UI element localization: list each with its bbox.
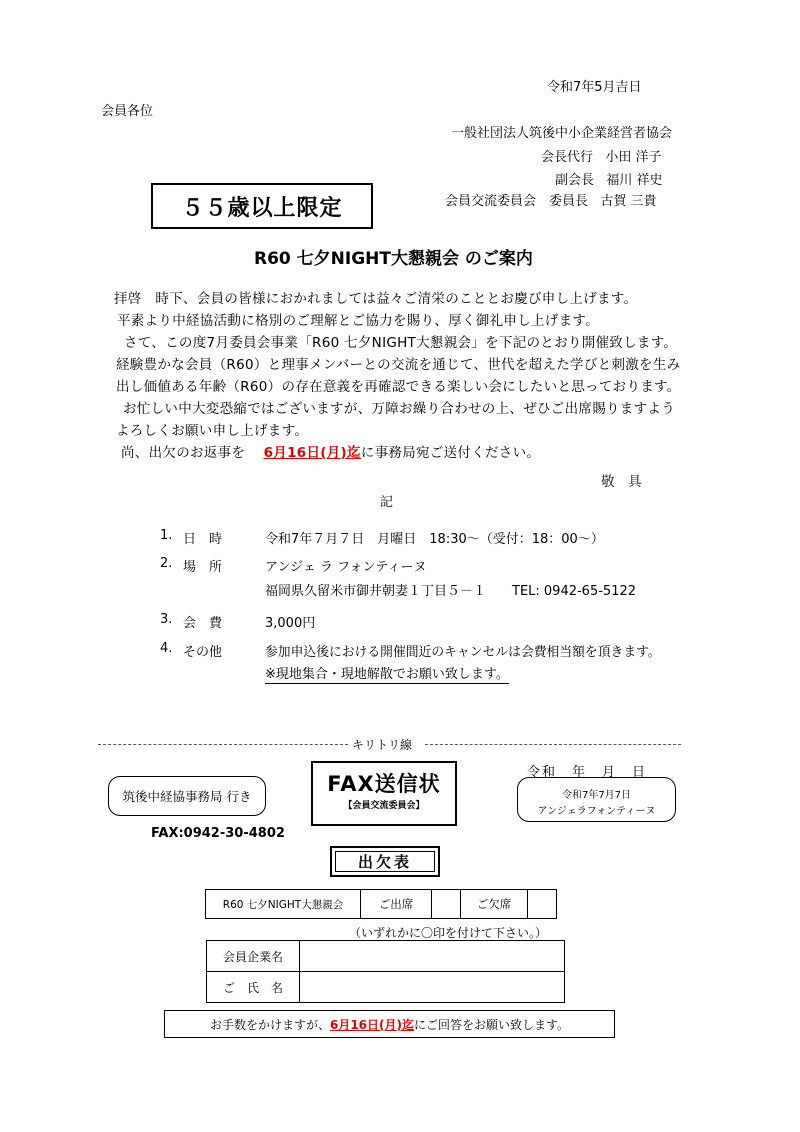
- absent-mark-cell[interactable]: [528, 890, 557, 919]
- item-4-label: その他: [183, 645, 223, 660]
- signer-role: 副会長: [555, 173, 595, 188]
- footer-notice-box: [164, 1010, 615, 1038]
- body-line-1: 拝啓 時下、会員の皆様におかれましては益々ご清栄のこととお慶び申し上げます。: [114, 291, 638, 307]
- fax-number: FAX:0942-30-4802: [151, 826, 285, 841]
- signer-2: [555, 169, 663, 188]
- document-title: R60 七夕NIGHT大懇親会 のご案内: [254, 249, 533, 269]
- footer-suffix: にご回答をお願い致します。: [414, 1017, 570, 1032]
- addressee: 会員各位: [101, 104, 154, 119]
- name-input-cell[interactable]: [300, 972, 565, 1003]
- age-limit-badge: ５５歳以上限定: [151, 183, 373, 229]
- reply-prefix: 尚、出欠のお返事を: [121, 445, 246, 461]
- item-4-number: 4.: [160, 641, 173, 656]
- item-2-label: 場 所: [183, 560, 223, 575]
- item-1-number: 1.: [160, 528, 173, 543]
- attend-label-cell: ご出席: [361, 890, 432, 919]
- body-line-4: 経験豊かな会員（R60）と理事メンバーとの交流を通じて、世代を超えた学びと刺激を生み: [116, 357, 681, 373]
- fax-title-box: [311, 761, 457, 826]
- signer-role: 会長代行: [541, 150, 594, 165]
- cutline-label: キリトリ線: [352, 738, 413, 752]
- closing-keigu: 敬 具: [601, 474, 642, 490]
- company-input-cell[interactable]: [300, 941, 565, 972]
- company-label-cell: 会員企業名: [207, 941, 300, 972]
- ki-heading: 記: [380, 495, 394, 510]
- attendance-title-box: [330, 846, 440, 877]
- letter-date: 令和7年5月吉日: [547, 80, 642, 95]
- body-line-5: 出し価値ある年齢（R60）の存在意義を再確認できる楽しい会にしたいと思っております。: [116, 379, 681, 395]
- item-4-value-1: 参加申込後における開催間近のキャンセルは会費相当額を頂きます。: [265, 645, 661, 660]
- fax-recipient-box: 筑後中経協事務局 行き: [108, 776, 266, 816]
- name-label-cell: ご 氏 名: [207, 972, 300, 1003]
- item-4-value-2: ※現地集合・現地解散でお願い致します。: [265, 663, 509, 684]
- body-line-7: よろしくお願い申し上げます。: [116, 423, 309, 439]
- attendance-table: [205, 889, 557, 919]
- signer-role: 会員交流委員会 委員長: [445, 194, 589, 209]
- signer-name: 小田 洋子: [605, 150, 662, 165]
- item-2-number: 2.: [160, 556, 173, 571]
- item-3-value: 3,000円: [265, 616, 316, 631]
- organization-name: 一般社団法人筑後中小企業経営者協会: [451, 126, 673, 141]
- absent-label-cell: ご欠席: [461, 890, 528, 919]
- signer-name: 福川 祥史: [606, 173, 663, 188]
- reply-deadline-line: [121, 441, 540, 461]
- attendance-note: （いずれかに〇印を付けて下さい。）: [349, 926, 548, 940]
- item-3-number: 3.: [160, 612, 173, 627]
- footer-deadline: 6月16日(月)迄: [329, 1017, 414, 1032]
- respondent-table: [206, 940, 565, 1003]
- item-1-label: 日 時: [183, 532, 223, 547]
- item-2-value-2: 福岡県久留米市御井朝妻１丁目５－１ TEL: 0942-65-5122: [265, 584, 637, 599]
- signer-1: [541, 146, 662, 165]
- event-date: 令和7年7月7日: [561, 790, 632, 801]
- cutline-right: [425, 744, 681, 745]
- fax-subtitle: 【会員交流委員会】: [343, 801, 425, 811]
- signer-3: [445, 190, 657, 209]
- reply-suffix: に事務局宛ご送付ください。: [360, 445, 541, 461]
- cutline-left: [98, 744, 348, 745]
- body-line-3: さて、この度7月委員会事業「R60 七夕NIGHT大懇親会」を下記のとおり開催致します。: [124, 335, 678, 351]
- signer-name: 古賀 三貴: [600, 194, 657, 209]
- event-venue: アンジェラフォンティーヌ: [537, 806, 656, 817]
- attendance-title: 出欠表: [335, 851, 435, 872]
- fax-title: FAX送信状: [327, 772, 441, 796]
- reply-deadline: 6月16日(月)迄: [263, 445, 361, 461]
- event-info-box: [517, 777, 676, 822]
- item-3-label: 会 費: [183, 616, 223, 631]
- item-1-value: 令和7年７月７日 月曜日 18:30～（受付：18：00～）: [265, 532, 604, 547]
- body-line-2: 平素より中経協活動に格別のご理解とご協力を賜り、厚く御礼申し上げます。: [117, 313, 599, 329]
- fax-date-header: 令和 年 月 日: [527, 765, 648, 780]
- item-2-value-1: アンジェ ラ フォンティーヌ: [265, 560, 427, 575]
- footer-prefix: お手数をかけますが、: [209, 1017, 330, 1032]
- attend-mark-cell[interactable]: [432, 890, 461, 919]
- body-line-6: お忙しい中大変恐縮ではございますが、万障お繰り合わせの上、ぜひご出席賜りますよう: [123, 401, 675, 417]
- attendance-event-cell: R60 七夕NIGHT大懇親会: [206, 890, 361, 919]
